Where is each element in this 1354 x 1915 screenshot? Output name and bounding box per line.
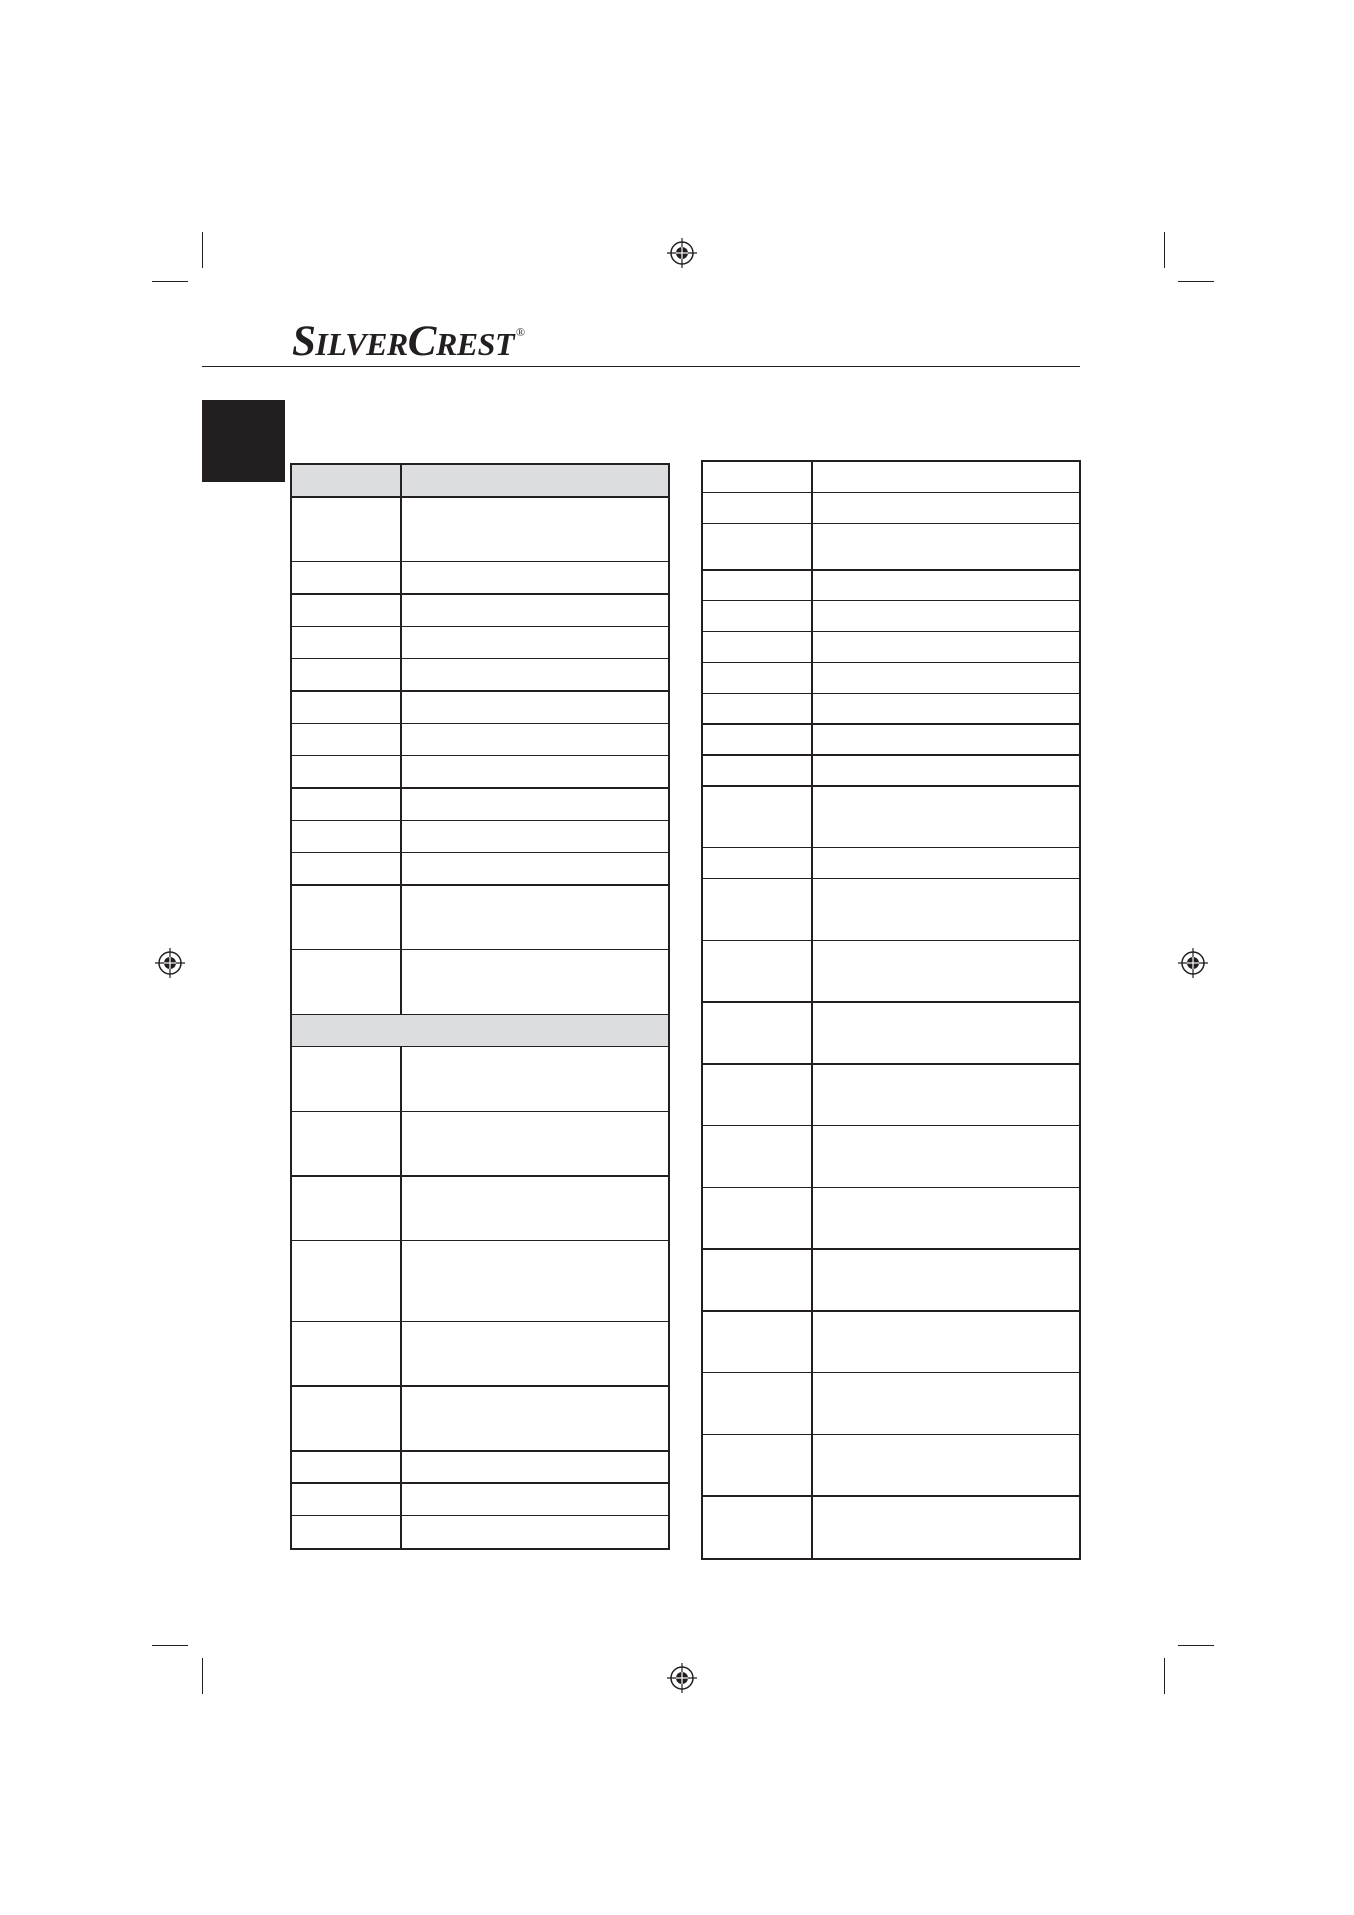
table-row-divider (292, 852, 668, 854)
logo-word-rest: REST (435, 326, 514, 362)
table-column-divider (811, 1126, 813, 1188)
crop-mark-top-right-v (1164, 232, 1165, 268)
table-column-divider (811, 1249, 813, 1311)
table-row-divider (292, 820, 668, 822)
table-column-divider (400, 788, 402, 820)
table-column-divider (400, 1322, 402, 1387)
table-column-divider (400, 1112, 402, 1177)
table-column-divider (400, 691, 402, 723)
table-shaded-row (292, 1015, 668, 1047)
table-row-divider (292, 658, 668, 660)
table-row-divider (703, 600, 1079, 602)
table-column-divider (811, 1373, 813, 1435)
table-row-divider (292, 496, 668, 498)
registration-mark-right (1178, 948, 1208, 978)
table-row-divider (292, 561, 668, 563)
table-column-divider (400, 1047, 402, 1112)
table-row-divider (292, 1385, 668, 1387)
table-row-divider (292, 626, 668, 628)
table-column-divider (811, 601, 813, 632)
table-column-divider (400, 562, 402, 594)
table-row-divider (703, 1434, 1079, 1436)
table-row-divider (292, 1450, 668, 1452)
registration-mark-bottom (667, 1663, 697, 1693)
table-row-divider (703, 723, 1079, 725)
crop-mark-bottom-left-v (202, 1658, 203, 1694)
table-row-divider (292, 1482, 668, 1484)
table-row-divider (292, 1111, 668, 1113)
table-row-divider (292, 1175, 668, 1177)
left-table (290, 463, 670, 1550)
table-column-divider (400, 1451, 402, 1483)
header-rule (202, 366, 1080, 367)
logo-letter-c: C (407, 318, 436, 365)
crop-mark-bottom-left-h (152, 1645, 188, 1646)
table-column-divider (400, 465, 402, 497)
table-row-divider (703, 1248, 1079, 1250)
table-row-divider (703, 1063, 1079, 1065)
table-shaded-row (292, 465, 668, 497)
registered-trademark: ® (515, 325, 525, 339)
table-row-divider (292, 884, 668, 886)
table-row-divider (703, 1495, 1079, 1497)
table-row-divider (703, 492, 1079, 494)
table-row-divider (292, 949, 668, 951)
table-row-divider (703, 693, 1079, 695)
table-column-divider (811, 632, 813, 663)
table-row-divider (703, 1187, 1079, 1189)
table-row-divider (292, 787, 668, 789)
table-column-divider (811, 1435, 813, 1497)
table-column-divider (811, 848, 813, 879)
table-column-divider (400, 497, 402, 562)
table-column-divider (811, 570, 813, 601)
table-column-divider (811, 663, 813, 694)
table-row-divider (292, 1321, 668, 1323)
crop-mark-top-right-h (1178, 281, 1214, 282)
table-row-divider (292, 690, 668, 692)
table-row-divider (703, 1001, 1079, 1003)
table-row-divider (703, 940, 1079, 942)
registration-mark-left (155, 948, 185, 978)
table-column-divider (811, 524, 813, 570)
table-column-divider (811, 694, 813, 725)
table-column-divider (811, 493, 813, 524)
table-row-divider (703, 754, 1079, 756)
table-column-divider (811, 1311, 813, 1373)
silvercrest-logo (292, 317, 525, 365)
registration-mark-top (667, 238, 697, 268)
table-row-divider (292, 1240, 668, 1242)
table-row-divider (703, 1310, 1079, 1312)
table-row-divider (292, 1046, 668, 1048)
table-column-divider (400, 724, 402, 756)
table-column-divider (400, 659, 402, 691)
table-column-divider (400, 1241, 402, 1322)
table-column-divider (811, 1064, 813, 1126)
table-row-divider (292, 1515, 668, 1517)
right-table (701, 460, 1081, 1560)
table-column-divider (811, 462, 813, 493)
language-side-tab (202, 400, 285, 482)
table-column-divider (400, 950, 402, 1015)
table-column-divider (811, 786, 813, 848)
table-column-divider (400, 594, 402, 626)
table-column-divider (811, 879, 813, 941)
table-column-divider (400, 853, 402, 885)
table-row-divider (703, 1125, 1079, 1127)
table-column-divider (400, 1483, 402, 1515)
table-row-divider (292, 723, 668, 725)
logo-word-ilver: ILVER (315, 326, 408, 362)
table-column-divider (811, 1002, 813, 1064)
table-row-divider (292, 593, 668, 595)
table-row-divider (703, 523, 1079, 525)
table-column-divider (400, 821, 402, 853)
logo-letter-s: S (292, 318, 316, 365)
table-column-divider (811, 755, 813, 786)
crop-mark-top-left-v (202, 232, 203, 268)
table-column-divider (400, 756, 402, 788)
table-column-divider (811, 1496, 813, 1558)
table-column-divider (400, 627, 402, 659)
table-row-divider (703, 847, 1079, 849)
table-column-divider (400, 885, 402, 950)
crop-mark-top-left-h (152, 281, 188, 282)
table-column-divider (811, 1188, 813, 1250)
table-column-divider (811, 724, 813, 755)
table-row-divider (703, 1372, 1079, 1374)
crop-mark-bottom-right-v (1164, 1658, 1165, 1694)
table-column-divider (811, 941, 813, 1003)
table-row-divider (703, 631, 1079, 633)
table-column-divider (400, 1386, 402, 1451)
table-row-divider (703, 785, 1079, 787)
table-row-divider (703, 662, 1079, 664)
table-row-divider (703, 569, 1079, 571)
table-column-divider (400, 1176, 402, 1241)
crop-mark-bottom-right-h (1178, 1645, 1214, 1646)
table-row-divider (703, 878, 1079, 880)
table-row-divider (292, 755, 668, 757)
table-column-divider (400, 1516, 402, 1548)
